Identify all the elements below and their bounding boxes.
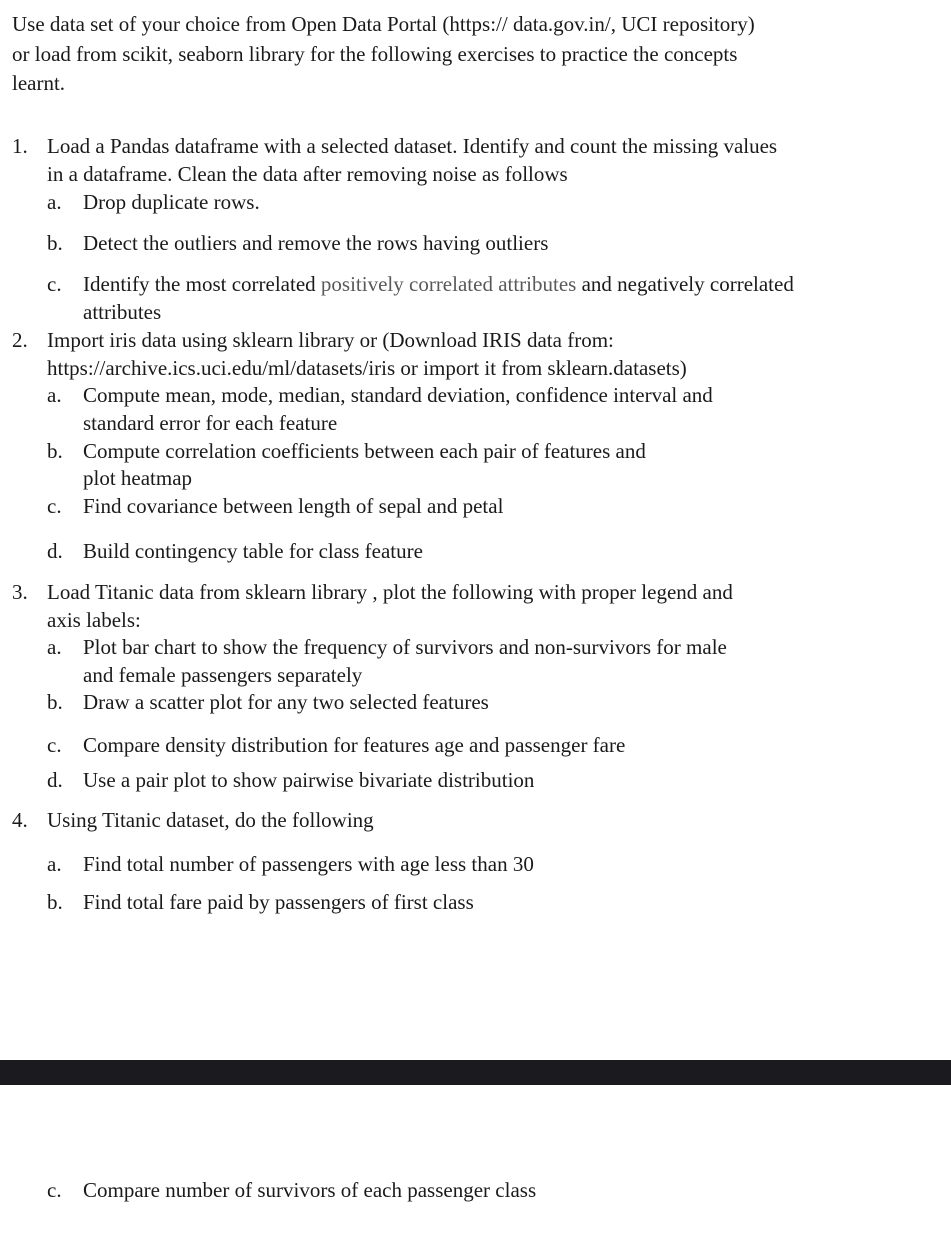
intro-line-1: Use data set of your choice from Open Data Portal (https:// data.gov.in/, UCI repository): [12, 12, 755, 36]
q2-a-line-2: standard error for each feature: [83, 411, 338, 435]
q4-line-1: Using Titanic dataset, do the following: [47, 808, 374, 832]
q3-a-line-2: and female passengers separately: [83, 663, 363, 687]
q2-line-2: https://archive.ics.uci.edu/ml/datasets/iris or import it from sklearn.datasets): [47, 356, 687, 380]
q3-line-1: Load Titanic data from sklearn library , plot the following with proper legend and: [47, 580, 733, 604]
q1-c-line-1: [83, 270, 794, 298]
intro-line-3: learnt.: [12, 71, 66, 95]
q2-b-line-2: plot heatmap: [83, 466, 193, 490]
q4-number: 4.: [12, 808, 28, 832]
q2-c-marker: c.: [47, 494, 62, 518]
q3-a-line-1: Plot bar chart to show the frequency of survivors and non-survivors for male: [83, 635, 727, 659]
q2-b-line-1: Compute correlation coefficients between each pair of features and: [83, 439, 646, 463]
q3-c-text: Compare density distribution for features age and passenger fare: [83, 733, 626, 757]
q4-b-marker: b.: [47, 890, 63, 914]
q2-c-text: Find covariance between length of sepal and petal: [83, 494, 504, 518]
q4-b-text: Find total fare paid by passengers of first class: [83, 890, 474, 914]
intro-line-2: or load from scikit, seaborn library for the following exercises to practice the concepts: [12, 42, 738, 66]
q2-d-marker: d.: [47, 539, 63, 563]
q1-c-highlight: positively correlated attributes: [315, 272, 577, 296]
q3-d-text: Use a pair plot to show pairwise bivariate distribution: [83, 768, 535, 792]
q1-a-marker: a.: [47, 190, 62, 214]
q3-line-2: axis labels:: [47, 608, 141, 632]
q1-a-text: Drop duplicate rows.: [83, 190, 260, 214]
q2-line-1: Import iris data using sklearn library or (Download IRIS data from:: [47, 328, 614, 352]
q4-a-text: Find total number of passengers with age less than 30: [83, 852, 534, 876]
q4-c-marker: c.: [47, 1178, 62, 1202]
q1-c-marker: c.: [47, 272, 62, 296]
q3-b-text: Draw a scatter plot for any two selected features: [83, 690, 489, 714]
q4-a-marker: a.: [47, 852, 62, 876]
q3-d-marker: d.: [47, 768, 63, 792]
q2-a-marker: a.: [47, 383, 62, 407]
q1-line-2: in a dataframe. Clean the data after removing noise as follows: [47, 162, 568, 186]
q3-c-marker: c.: [47, 733, 62, 757]
q3-b-marker: b.: [47, 690, 63, 714]
q1-c-pre: Identify the most correlated: [83, 272, 316, 296]
q2-b-marker: b.: [47, 439, 63, 463]
q2-d-text: Build contingency table for class feature: [83, 539, 423, 563]
page-break-divider: [0, 1060, 951, 1085]
q1-b-marker: b.: [47, 231, 63, 255]
q2-a-line-1: Compute mean, mode, median, standard deviation, confidence interval and: [83, 383, 713, 407]
q1-number: 1.: [12, 134, 28, 158]
q3-a-marker: a.: [47, 635, 62, 659]
q2-number: 2.: [12, 328, 28, 352]
q1-c-line-2: attributes: [83, 300, 162, 324]
q4-c-text: Compare number of survivors of each passenger class: [83, 1178, 537, 1202]
q1-b-text: Detect the outliers and remove the rows having outliers: [83, 231, 549, 255]
q1-c-post: and negatively correlated: [576, 272, 794, 296]
q1-line-1: Load a Pandas dataframe with a selected dataset. Identify and count the missing values: [47, 134, 778, 158]
q3-number: 3.: [12, 580, 28, 604]
